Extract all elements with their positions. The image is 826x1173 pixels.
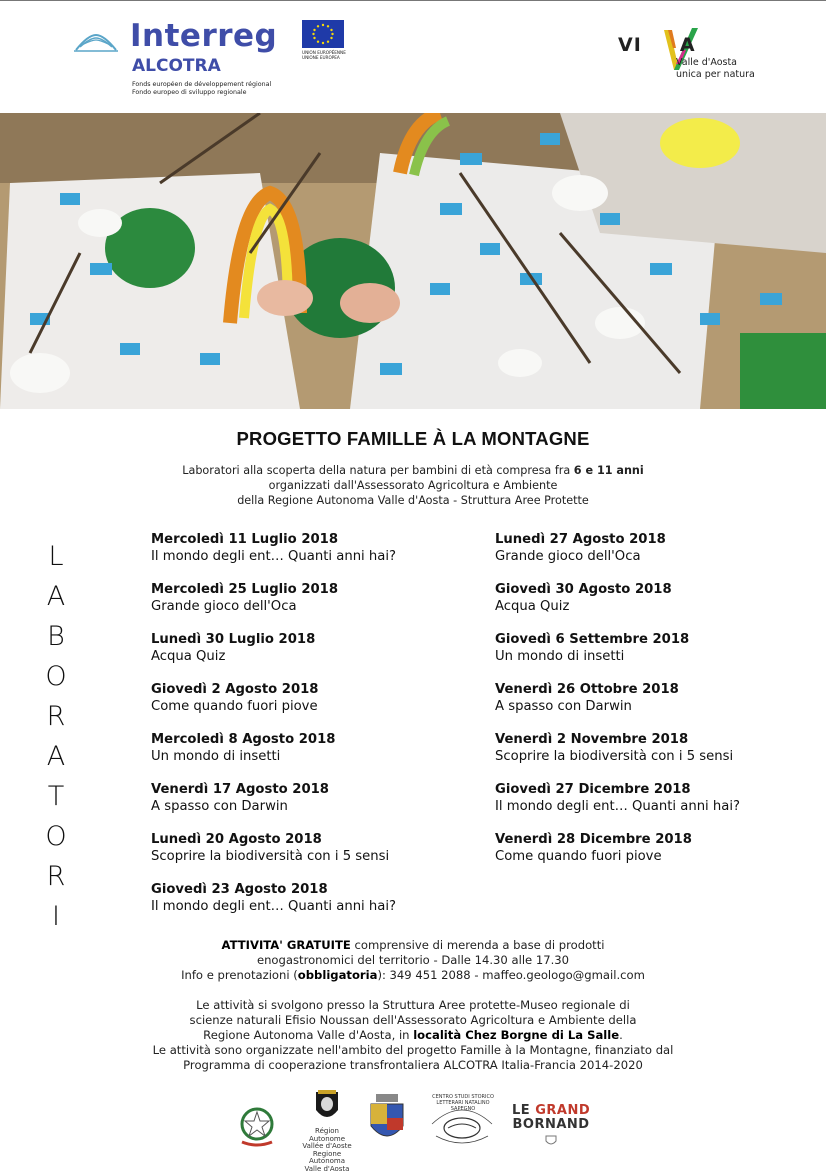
event-item	[151, 881, 471, 931]
italian-emblem-icon	[236, 1102, 278, 1148]
eu-caption-it: UNIONE EUROPEA	[302, 55, 340, 60]
event-item	[495, 631, 815, 681]
event-date: Venerdì 2 Novembre 2018	[495, 731, 815, 748]
event-item	[151, 731, 471, 781]
venue-line3	[0, 1028, 826, 1043]
venue-line2: scienze naturali Efisio Noussan dell'Assessorato Agricoltura e Ambiente della	[0, 1013, 826, 1028]
event-date: Giovedì 2 Agosto 2018	[151, 681, 471, 698]
venue-line3-pre: Regione Autonoma Valle d'Aosta, in	[203, 1028, 413, 1042]
laboratori-vertical-word	[38, 537, 74, 937]
interreg-wordmark: Interreg	[130, 18, 277, 54]
venue-line5: Programma di cooperazione transfrontaliera ALCOTRA Italia-Francia 2014-2020	[0, 1058, 826, 1073]
side-letter: O	[38, 817, 74, 857]
top-border	[0, 0, 826, 1]
event-date: Giovedì 30 Agosto 2018	[495, 581, 815, 598]
venue-line4: Le attività sono organizzate nell'ambito del progetto Famille à la Montagne, finanziato dal	[0, 1043, 826, 1058]
event-item	[495, 731, 815, 781]
event-date: Venerdì 28 Dicembre 2018	[495, 831, 815, 848]
intro-age-range: 6 e 11 anni	[574, 464, 644, 477]
side-letter: O	[38, 657, 74, 697]
event-item	[151, 581, 471, 631]
schedule-right-column	[495, 531, 815, 881]
event-date: Lunedì 30 Luglio 2018	[151, 631, 471, 648]
event-item	[495, 831, 815, 881]
rva-line1: Région Autonome	[298, 1128, 356, 1143]
venue-line3-post: .	[619, 1028, 623, 1042]
event-title: Il mondo degli ent… Quanti anni hai?	[151, 898, 471, 915]
mandatory-label: obbligatoria	[298, 968, 378, 982]
event-title: Acqua Quiz	[495, 598, 815, 615]
venue-block	[0, 998, 826, 1073]
event-title: Il mondo degli ent… Quanti anni hai?	[495, 798, 815, 815]
fund-fr: Fonds européen de développement régional	[132, 81, 271, 89]
viva-line2: unica per natura	[676, 69, 755, 80]
event-date: Giovedì 27 Dicembre 2018	[495, 781, 815, 798]
info-line3	[0, 968, 826, 983]
rva-line3: Regione Autonoma	[298, 1151, 356, 1166]
vda-coat-of-arms-icon	[314, 1090, 340, 1124]
eu-caption-fr: UNION EUROPÉENNE	[302, 50, 346, 55]
event-title: Il mondo degli ent… Quanti anni hai?	[151, 548, 471, 565]
side-letter: T	[38, 777, 74, 817]
event-title: Grande gioco dell'Oca	[151, 598, 471, 615]
lgb-line2: BORNAND	[512, 1118, 590, 1132]
event-item	[151, 531, 471, 581]
rva-line4: Valle d'Aosta	[298, 1166, 356, 1173]
event-title: A spasso con Darwin	[495, 698, 815, 715]
rva-line2: Vallée d'Aoste	[298, 1143, 356, 1151]
contact-details[interactable]: ): 349 451 2088 - maffeo.geologo@gmail.com	[377, 968, 645, 982]
intro-line2: organizzati dall'Assessorato Agricoltura e Ambiente	[0, 478, 826, 493]
event-item	[151, 681, 471, 731]
lgb-grand: GRAND	[535, 1103, 590, 1118]
event-item	[151, 781, 471, 831]
event-item	[495, 581, 815, 631]
lgb-le: LE	[512, 1103, 535, 1118]
event-date: Venerdì 26 Ottobre 2018	[495, 681, 815, 698]
craft-photo	[0, 113, 826, 409]
intro-line1-pre: Laboratori alla scoperta della natura per bambini di età compresa fra	[182, 464, 574, 477]
event-date: Venerdì 17 Agosto 2018	[151, 781, 471, 798]
mountain-icon	[74, 31, 118, 53]
info-line2: enogastronomici del territorio - Dalle 14.30 alle 17.30	[0, 953, 826, 968]
event-date: Lunedì 27 Agosto 2018	[495, 531, 815, 548]
venue-line1: Le attività si svolgono presso la Struttura Aree protette-Museo regionale di	[0, 998, 826, 1013]
info-line1-rest: comprensive di merenda a base di prodotti	[351, 938, 605, 952]
event-item	[151, 831, 471, 881]
viva-logo	[616, 24, 766, 84]
free-label: ATTIVITA' GRATUITE	[222, 938, 351, 952]
side-letter: L	[38, 537, 74, 577]
info-block	[0, 938, 826, 983]
intro-line1	[0, 463, 826, 478]
event-item	[495, 531, 815, 581]
event-date: Giovedì 6 Settembre 2018	[495, 631, 815, 648]
event-title: Scoprire la biodiversità con i 5 sensi	[151, 848, 471, 865]
partner-logos	[232, 1088, 592, 1158]
intro-text	[0, 463, 826, 508]
viva-line1: Valle d'Aosta	[676, 57, 737, 68]
municipal-crest-icon	[368, 1094, 406, 1146]
side-letter: A	[38, 737, 74, 777]
event-title: Come quando fuori piove	[151, 698, 471, 715]
interreg-logo	[74, 18, 354, 103]
eu-flag-icon	[302, 20, 344, 48]
event-title: A spasso con Darwin	[151, 798, 471, 815]
event-item	[495, 681, 815, 731]
event-title: Un mondo di insetti	[151, 748, 471, 765]
event-item	[495, 781, 815, 831]
event-item	[151, 631, 471, 681]
event-title: Scoprire la biodiversità con i 5 sensi	[495, 748, 815, 765]
event-title: Come quando fuori piove	[495, 848, 815, 865]
side-letter: R	[38, 697, 74, 737]
event-title: Acqua Quiz	[151, 648, 471, 665]
event-title: Un mondo di insetti	[495, 648, 815, 665]
side-letter: A	[38, 577, 74, 617]
page-title: PROGETTO FAMILLE À LA MONTAGNE	[0, 428, 826, 450]
viva-wordmark: VI A	[618, 34, 696, 56]
event-title: Grande gioco dell'Oca	[495, 548, 815, 565]
intro-line3: della Regione Autonoma Valle d'Aosta - Struttura Aree Protette	[0, 493, 826, 508]
schedule-left-column	[151, 531, 471, 931]
centro-studi-caption: CENTRO STUDI STORICO LETTERARI NATALINO SAPEGNO	[428, 1094, 498, 1112]
side-letter: R	[38, 857, 74, 897]
venue-location: località Chez Borgne di La Salle	[413, 1028, 619, 1042]
info-line3-pre: Info e prenotazioni (	[181, 968, 298, 982]
le-grand-bornand-logo	[512, 1104, 590, 1151]
event-date: Mercoledì 25 Luglio 2018	[151, 581, 471, 598]
alcotra-label: ALCOTRA	[132, 56, 221, 76]
lgb-line1	[512, 1104, 590, 1118]
side-letter: B	[38, 617, 74, 657]
event-date: Lunedì 20 Agosto 2018	[151, 831, 471, 848]
event-date: Giovedì 23 Agosto 2018	[151, 881, 471, 898]
rva-caption	[298, 1128, 356, 1173]
fund-it: Fondo europeo di sviluppo regionale	[132, 89, 246, 97]
event-date: Mercoledì 8 Agosto 2018	[151, 731, 471, 748]
lgb-shield-icon	[545, 1135, 557, 1147]
event-date: Mercoledì 11 Luglio 2018	[151, 531, 471, 548]
info-line1	[0, 938, 826, 953]
side-letter: I	[38, 897, 74, 937]
